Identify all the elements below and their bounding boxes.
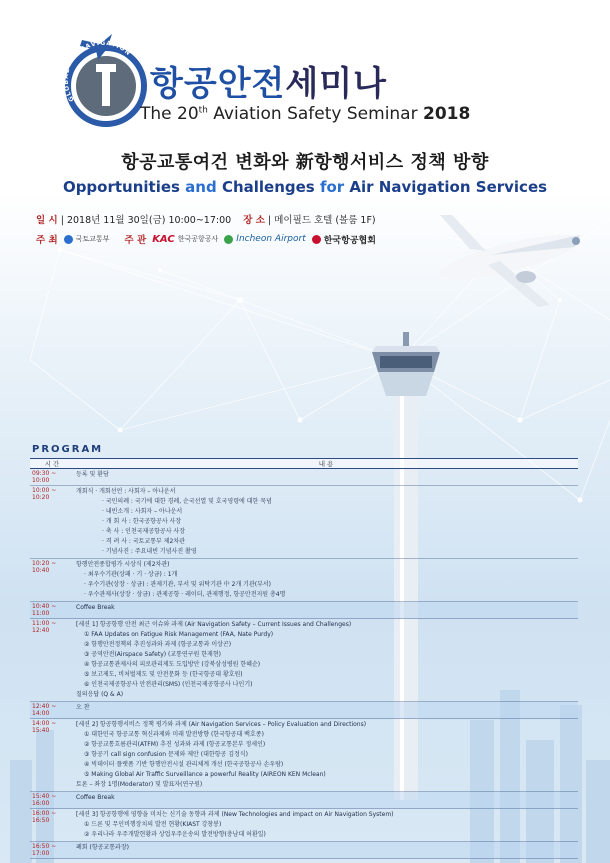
row-time: 09:30 ~ 10:00 — [32, 470, 57, 484]
row-line: ① 대한민국 항공교통 혁신과제와 미래 발전방향 (한국항공대 백호종) — [84, 731, 264, 738]
row-line: 항행안전종합평가 시상식 (제2차관) — [76, 561, 170, 568]
row-content — [74, 842, 578, 858]
table-row — [30, 486, 578, 559]
row-content — [74, 792, 578, 808]
row-line: · 우수관제사(상장 · 상금) : 관제공항 · 레이더, 관제행정, 항공안전지원 총4명 — [84, 591, 286, 598]
row-line: · 내빈소개 : 사회자 – 아나운서 — [102, 508, 183, 515]
organizer-label: 주 관 — [124, 235, 147, 246]
title-en-mid: Aviation Safety Seminar — [207, 104, 423, 124]
row-line: Coffee Break — [76, 604, 115, 611]
row-time: 14:00 ~ 15:40 — [32, 720, 57, 734]
table-row — [30, 792, 578, 809]
row-line: 등록 및 환담 — [76, 471, 109, 478]
row-line: ③ 항공기 call sign confusion 문제와 제안 (대한항공 김정식) — [84, 751, 248, 758]
row-line: ⑥ 인천국제공항공사 안전관리(SMS) (인천국제공항공사 나인기) — [84, 681, 253, 688]
host-org — [64, 234, 110, 244]
row-line: ② 우리나라 우주개발현황과 상업우주운송의 발전방향(충남대 허환일) — [84, 831, 266, 838]
row-line: ④ 빅데이터 플랫폼 기반 항행안전시설 관리체계 개선 (한국공항공사 손우람) — [84, 761, 284, 768]
kaa-logo-icon — [312, 235, 321, 244]
row-line: · 기념사진 : 주요내빈 기념사진 촬영 — [102, 548, 197, 555]
row-content — [74, 602, 578, 618]
row-time: 11:00 ~ 12:40 — [32, 620, 57, 634]
row-line: [세션 2] 항공항행서비스 정책 평가와 과제 (Air Navigation Services – Policy Evaluation and Directions) — [76, 721, 367, 728]
seminar-title-en — [140, 104, 470, 124]
row-content — [74, 559, 578, 601]
date-value: 2018년 11월 30일(금) 10:00~17:00 — [66, 215, 232, 226]
row-line: · 개 회 사 : 한국공항공사 사장 — [102, 518, 182, 525]
row-line: ⑤ 보고제도, 비처벌제도 및 안전문화 등 (한국항공대 황호원) — [84, 671, 243, 678]
row-line: ④ 항공교통관제사의 피로관리제도 도입방안 (강북삼성병원 한혜순) — [84, 661, 261, 668]
org-kaa — [312, 233, 376, 246]
svg-text:GLOBAL AIR NAVIGATION — [63, 40, 133, 103]
incheon-logo-icon — [224, 235, 233, 244]
table-row — [30, 842, 578, 859]
subtitle-en — [0, 178, 610, 196]
row-line: ① 드론 및 무인비행장치의 발전 현황(KIAST 강창봉) — [84, 821, 222, 828]
row-line: 토론 – 좌장 1명(Moderator) 및 발표자(연구원) — [76, 781, 203, 788]
table-row — [30, 809, 578, 842]
table-row — [30, 559, 578, 602]
row-line: ① FAA Updates on Fatigue Risk Management (FAA, Nate Purdy) — [84, 631, 274, 638]
table-row — [30, 719, 578, 792]
row-content — [74, 469, 578, 485]
row-content — [74, 702, 578, 718]
row-time: 16:50 ~ 17:00 — [32, 843, 57, 857]
subtitle-en-3: Challenges — [221, 178, 315, 196]
table-row — [30, 702, 578, 719]
program-table — [30, 458, 578, 859]
host-org-name: 국토교통부 — [75, 235, 110, 243]
row-line: 개회식 · 개회선언 : 사회자 – 아나운서 — [76, 488, 176, 495]
row-content — [74, 619, 578, 701]
table-row — [30, 602, 578, 619]
row-line: 폐회 (항공교통과장) — [76, 844, 129, 851]
row-content — [74, 719, 578, 791]
row-line: · 최우수기관(상패 · 기 · 상금) : 1개 — [84, 571, 178, 578]
subtitle-en-1: Opportunities — [62, 178, 180, 196]
organizers-line — [36, 232, 376, 246]
row-line: ⑤ Making Global Air Traffic Surveillance a powerful Reality (AIREON KEN Mclean) — [84, 771, 326, 778]
row-line: · 축 사 : 인천국제공항공사 사장 — [102, 528, 186, 535]
row-time: 12:40 ~ 14:00 — [32, 703, 57, 717]
row-time: 16:00 ~ 16:50 — [32, 810, 57, 824]
row-line: [세션 1] 항공항행 안전 최근 이슈와 과제 (Air Navigation Safety – Current Issues and Challenges) — [76, 621, 352, 628]
col-time-header: 시 간 — [44, 460, 60, 468]
seminar-title-ko — [150, 56, 387, 105]
row-time: 15:40 ~ 16:00 — [32, 793, 57, 807]
date-label: 일 시 — [36, 215, 58, 226]
place-value: 메이필드 호텔 (볼룸 1F) — [274, 215, 376, 226]
row-line: · 격 려 사 : 국토교통부 제2차관 — [102, 538, 185, 545]
row-line: Coffee Break — [76, 794, 115, 801]
row-line: [세션 3] 항공항행에 영향을 미치는 신기술 동향과 과제 (New Technologies and impact on Air Navigation System) — [76, 811, 394, 818]
row-line: · 국민의례 : 국기에 대한 경례, 순국선열 및 호국영령에 대한 묵념 — [102, 498, 272, 505]
emblem-text: GLOBAL AIR NAVIGATION — [62, 39, 133, 103]
subtitle-en-2: and — [179, 178, 222, 196]
row-line: 오 찬 — [76, 704, 90, 711]
row-line: ③ 공역안전(Airspace Safety) (교통연구원 한재현) — [84, 651, 221, 658]
place-label: 장 소 — [243, 215, 265, 226]
row-content — [74, 809, 578, 841]
program-rows — [30, 469, 578, 859]
col-content-header: 내 용 — [318, 460, 334, 468]
row-line: ② 항공교통흐름관리(ATFM) 추진 성과와 과제 (항공교통본부 정세인) — [84, 741, 266, 748]
title-en-pre: The 20 — [140, 104, 199, 124]
row-line: ② 항행안전정책의 추진성과와 과제 (항공교통과 이상곤) — [84, 641, 232, 648]
org-kac — [152, 234, 218, 245]
kaa-name: 한국항공협회 — [323, 235, 376, 246]
incheon-name: Incheon Airport — [236, 234, 306, 244]
row-line: 질의응답 (Q & A) — [76, 691, 124, 698]
kac-logo: KAC — [152, 233, 175, 245]
title-ko-part2: 세미나 — [285, 64, 387, 104]
subtitle-en-4: for — [314, 178, 350, 196]
subtitle-en-5: Air Navigation Services — [349, 178, 548, 196]
title-ko-part1: 항공안전 — [150, 64, 286, 104]
row-time: 10:40 ~ 11:00 — [32, 603, 57, 617]
row-content — [74, 486, 578, 558]
host-label: 주 최 — [36, 235, 58, 246]
table-row — [30, 469, 578, 486]
airplane-illustration — [437, 215, 583, 307]
title-en-year: 2018 — [423, 104, 471, 124]
row-line: · 우수기관(상장 · 상금) : 관제기관, 부서 및 위탁기관 中 2개 기관(부서) — [84, 581, 272, 588]
program-title: PROGRAM — [32, 444, 104, 455]
row-time: 10:20 ~ 10:40 — [32, 560, 57, 574]
subtitle-ko: 항공교통여건 변화와 新항행서비스 정책 방향 — [121, 152, 489, 173]
title-en-sup: th — [198, 105, 208, 116]
row-time: 10:00 ~ 10:20 — [32, 487, 57, 501]
kac-name: 한국공항공사 — [177, 235, 219, 243]
program-table-header — [30, 458, 578, 469]
emblem-ring-text — [62, 30, 150, 134]
molit-logo-icon — [64, 235, 73, 244]
date-place-line: 일 시 | 2018년 11월 30일(금) 10:00~17:00 장 소 | 메이필드 호텔 (볼룸 1F) — [36, 215, 376, 226]
org-incheon — [224, 234, 305, 244]
table-row — [30, 619, 578, 702]
